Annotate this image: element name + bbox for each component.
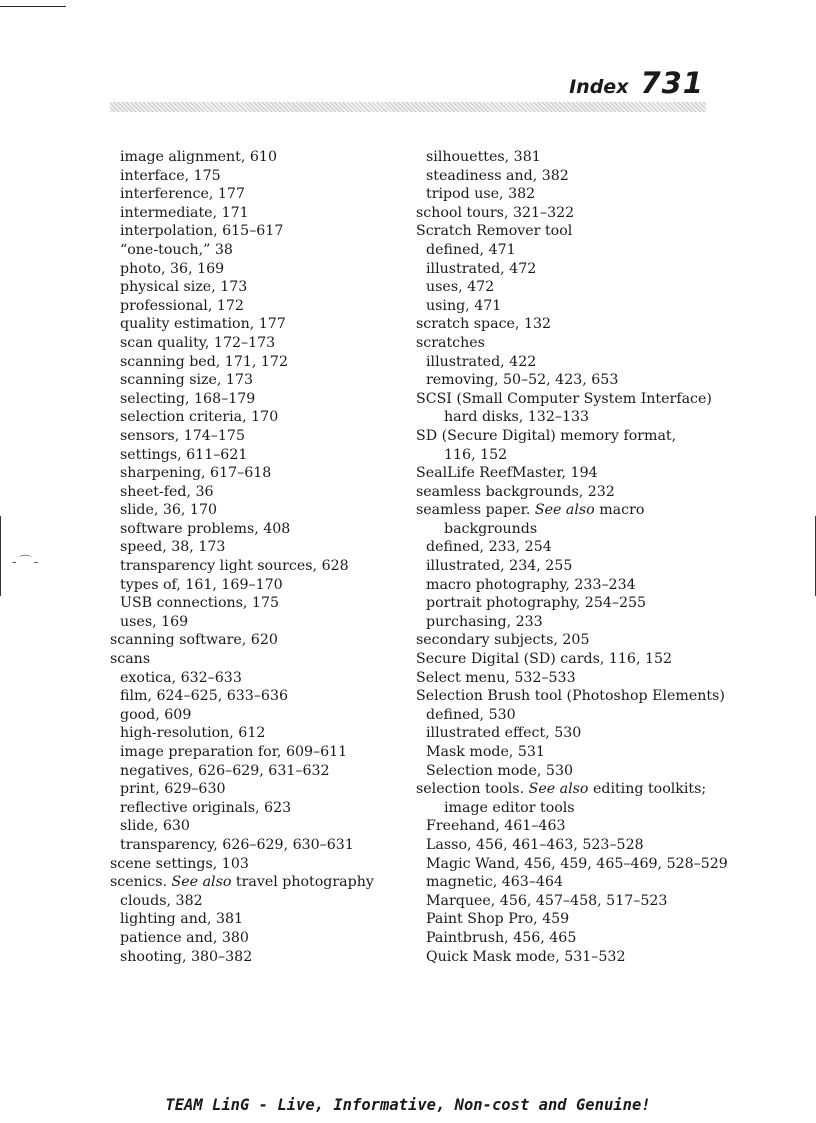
index-sub-entry <box>110 353 400 372</box>
index-sub-entry <box>416 892 716 911</box>
entry-text: defined, 530 <box>426 706 516 723</box>
entry-text: defined, 471 <box>426 241 516 258</box>
entry-text: Secure Digital (SD) cards, 116, 152 <box>416 651 673 668</box>
index-main-entry <box>416 204 716 223</box>
index-main-entry <box>110 855 400 874</box>
index-sub-entry <box>110 371 400 390</box>
entry-text: scanning bed, 171, 172 <box>120 353 288 370</box>
index-sub-entry <box>416 613 716 632</box>
entry-text: Scratch Remover tool <box>416 223 573 240</box>
index-sub-entry <box>416 594 716 613</box>
entry-text: selecting, 168–179 <box>120 390 256 407</box>
header-label: Index <box>569 76 629 98</box>
entry-text: scratch space, 132 <box>416 316 552 333</box>
index-sub-entry <box>110 334 400 353</box>
entry-text: selection tools. <box>416 781 529 798</box>
index-main-entry <box>416 501 716 520</box>
index-sub-entry <box>416 724 716 743</box>
index-main-entry <box>416 315 716 334</box>
index-sub-entry <box>416 353 716 372</box>
index-sub-entry <box>110 260 400 279</box>
index-sub-entry <box>416 278 716 297</box>
index-sub-entry <box>416 873 716 892</box>
index-sub-entry <box>110 297 400 316</box>
entry-text: transparency light sources, 628 <box>120 558 349 575</box>
entry-text: seamless paper. <box>416 502 535 519</box>
entry-text: sheet-fed, 36 <box>120 483 214 500</box>
entry-text: steadiness and, 382 <box>426 167 569 184</box>
entry-text: interference, 177 <box>120 186 245 203</box>
index-sub-entry <box>416 371 716 390</box>
entry-text: SealLife ReefMaster, 194 <box>416 465 598 482</box>
entry-text: print, 629–630 <box>120 781 226 798</box>
entry-text: photo, 36, 169 <box>120 260 225 277</box>
index-column-right <box>416 148 728 966</box>
index-sub-entry <box>416 855 728 874</box>
index-sub-entry <box>416 762 716 781</box>
index-sub-entry <box>110 743 400 762</box>
index-sub-entry <box>110 520 400 539</box>
index-sub-entry <box>416 576 716 595</box>
scan-edge-mark-left <box>0 516 1 596</box>
entry-text: negatives, 626–629, 631–632 <box>120 762 330 779</box>
index-sub-entry <box>110 204 400 223</box>
entry-text: portrait photography, 254–255 <box>426 595 647 612</box>
scan-artifact-mark: -⌒- <box>12 555 41 570</box>
index-sub-entry <box>416 446 716 465</box>
index-sub-entry <box>110 390 400 409</box>
index-sub-entry <box>110 446 400 465</box>
entry-text: Magic Wand, 456, 459, 465–469, 528–529 <box>426 855 728 872</box>
footer-tagline: TEAM LinG - Live, Informative, Non-cost and Genuine! <box>165 1096 651 1114</box>
entry-text: illustrated effect, 530 <box>426 725 582 742</box>
entry-text: 116, 152 <box>444 446 508 463</box>
entry-text-after: editing toolkits; <box>588 781 707 798</box>
entry-text: interpolation, 615–617 <box>120 223 284 240</box>
entry-text: illustrated, 234, 255 <box>426 558 573 575</box>
index-sub-entry <box>110 241 400 260</box>
index-sub-entry <box>416 520 716 539</box>
index-sub-entry <box>416 538 716 557</box>
entry-text: lighting and, 381 <box>120 911 244 928</box>
entry-text: hard disks, 132–133 <box>444 409 590 426</box>
entry-text: uses, 169 <box>120 613 189 630</box>
index-sub-entry <box>110 817 400 836</box>
entry-text: using, 471 <box>426 297 502 314</box>
entry-text: removing, 50–52, 423, 653 <box>426 372 619 389</box>
index-sub-entry <box>416 167 716 186</box>
index-sub-entry <box>110 948 400 967</box>
index-sub-entry <box>110 557 400 576</box>
entry-text: physical size, 173 <box>120 279 248 296</box>
entry-text: Mask mode, 531 <box>426 744 545 760</box>
entry-text: Quick Mask mode, 531–532 <box>426 948 626 965</box>
entry-text-after: travel photography <box>231 874 374 891</box>
entry-text: good, 609 <box>120 706 192 723</box>
index-sub-entry <box>110 836 400 855</box>
entry-text: scanning software, 620 <box>110 632 278 649</box>
entry-text: SCSI (Small Computer System Interface) <box>416 390 712 407</box>
index-sub-entry <box>110 594 400 613</box>
entry-text: settings, 611–621 <box>120 446 248 463</box>
entry-text: scene settings, 103 <box>110 855 249 872</box>
entry-text: patience and, 380 <box>120 929 249 946</box>
index-main-entry <box>416 669 716 688</box>
entry-text: sharpening, 617–618 <box>120 465 272 482</box>
entry-text: school tours, 321–322 <box>416 204 575 221</box>
entry-text: shooting, 380–382 <box>120 948 253 965</box>
top-corner-rule <box>0 6 66 7</box>
entry-text: purchasing, 233 <box>426 613 543 630</box>
entry-text: secondary subjects, 205 <box>416 632 590 649</box>
index-sub-entry <box>110 538 400 557</box>
index-sub-entry <box>110 910 400 929</box>
index-sub-entry <box>110 278 400 297</box>
index-main-entry <box>416 687 725 706</box>
index-main-entry <box>110 650 400 669</box>
entry-text: film, 624–625, 633–636 <box>120 688 288 705</box>
index-sub-entry <box>416 929 716 948</box>
see-also-reference: See also <box>171 874 232 891</box>
index-main-entry <box>416 650 716 669</box>
entry-text: USB connections, 175 <box>120 595 280 612</box>
running-header <box>569 66 704 100</box>
see-also-reference: See also <box>534 502 595 519</box>
index-sub-entry <box>110 483 400 502</box>
entry-text: scenics. <box>110 874 172 891</box>
index-main-entry <box>416 390 716 409</box>
index-sub-entry <box>416 241 716 260</box>
page-number: 731 <box>640 66 704 100</box>
entry-text: scans <box>110 651 151 668</box>
index-sub-entry <box>110 780 400 799</box>
entry-text: types of, 161, 169–170 <box>120 576 283 593</box>
entry-text: “one-touch,” 38 <box>120 241 233 258</box>
index-main-entry <box>416 483 716 502</box>
entry-text: Select menu, 532–533 <box>416 669 576 686</box>
index-main-entry <box>416 464 716 483</box>
entry-text: slide, 630 <box>120 818 190 835</box>
entry-text: selection criteria, 170 <box>120 409 279 426</box>
entry-text: slide, 36, 170 <box>120 502 218 519</box>
entry-text: Lasso, 456, 461–463, 523–528 <box>426 836 644 853</box>
index-main-entry <box>416 427 716 446</box>
index-sub-entry <box>416 706 716 725</box>
entry-text: interface, 175 <box>120 167 221 184</box>
entry-text: quality estimation, 177 <box>120 316 286 333</box>
index-sub-entry <box>416 260 716 279</box>
index-sub-entry <box>110 185 400 204</box>
index-sub-entry <box>110 464 400 483</box>
index-main-entry <box>416 222 716 241</box>
index-main-entry <box>416 631 716 650</box>
index-sub-entry <box>110 501 400 520</box>
header-band <box>110 102 706 112</box>
index-sub-entry <box>110 762 400 781</box>
index-sub-entry <box>110 892 400 911</box>
index-sub-entry <box>416 910 716 929</box>
index-sub-entry <box>110 222 400 241</box>
index-sub-entry <box>110 427 400 446</box>
entry-text: image alignment, 610 <box>120 149 277 165</box>
entry-text: speed, 38, 173 <box>120 539 226 556</box>
entry-text: Selection mode, 530 <box>426 762 573 779</box>
index-sub-entry <box>110 576 400 595</box>
index-sub-entry <box>416 297 716 316</box>
index-sub-entry <box>110 315 400 334</box>
entry-text: Marquee, 456, 457–458, 517–523 <box>426 892 668 909</box>
entry-text: SD (Secure Digital) memory format, <box>416 427 677 444</box>
index-sub-entry <box>416 743 716 762</box>
index-main-entry <box>416 334 716 353</box>
index-sub-entry <box>110 669 400 688</box>
entry-text: tripod use, 382 <box>426 186 536 203</box>
index-sub-entry <box>416 799 716 818</box>
entry-text: macro photography, 233–234 <box>426 576 636 593</box>
index-sub-entry <box>110 408 400 427</box>
index-sub-entry <box>110 929 400 948</box>
index-sub-entry <box>110 687 400 706</box>
entry-text: illustrated, 472 <box>426 260 537 277</box>
entry-text: seamless backgrounds, 232 <box>416 483 615 500</box>
entry-text: sensors, 174–175 <box>120 427 245 444</box>
index-sub-entry <box>110 613 400 632</box>
index-main-entry <box>110 631 400 650</box>
index-main-entry <box>416 780 716 799</box>
index-column-left <box>110 148 400 966</box>
index-sub-entry <box>416 185 716 204</box>
entry-text: software problems, 408 <box>120 520 291 537</box>
index-sub-entry <box>416 557 716 576</box>
index-main-entry <box>110 873 400 892</box>
entry-text: Freehand, 461–463 <box>426 818 566 835</box>
entry-text: high-resolution, 612 <box>120 725 266 742</box>
entry-text: scanning size, 173 <box>120 372 254 389</box>
see-also-reference: See also <box>528 781 589 798</box>
entry-text: Paintbrush, 456, 465 <box>426 929 577 946</box>
entry-text: magnetic, 463–464 <box>426 874 563 891</box>
entry-text: image preparation for, 609–611 <box>120 744 348 760</box>
index-sub-entry <box>110 706 400 725</box>
entry-text: scratches <box>416 334 485 351</box>
entry-text: image editor tools <box>444 799 575 816</box>
entry-text: scan quality, 172–173 <box>120 334 276 351</box>
entry-text: reflective originals, 623 <box>120 799 292 816</box>
entry-text: backgrounds <box>444 520 538 537</box>
index-sub-entry <box>416 148 716 167</box>
index-sub-entry <box>416 817 716 836</box>
entry-text: intermediate, 171 <box>120 204 249 221</box>
index-sub-entry <box>110 148 400 167</box>
entry-text: professional, 172 <box>120 297 244 314</box>
index-sub-entry <box>110 799 400 818</box>
entry-text: illustrated, 422 <box>426 353 537 370</box>
index-sub-entry <box>416 408 716 427</box>
entry-text: uses, 472 <box>426 279 495 296</box>
entry-text: Selection Brush tool (Photoshop Elements) <box>416 688 725 705</box>
entry-text: transparency, 626–629, 630–631 <box>120 836 354 853</box>
entry-text: silhouettes, 381 <box>426 149 541 165</box>
entry-text: exotica, 632–633 <box>120 669 242 686</box>
entry-text-after: macro <box>594 502 645 519</box>
entry-text: defined, 233, 254 <box>426 539 552 556</box>
index-sub-entry <box>110 724 400 743</box>
entry-text: Paint Shop Pro, 459 <box>426 911 570 928</box>
index-sub-entry <box>416 836 716 855</box>
index-sub-entry <box>110 167 400 186</box>
index-sub-entry <box>416 948 716 967</box>
entry-text: clouds, 382 <box>120 892 203 909</box>
